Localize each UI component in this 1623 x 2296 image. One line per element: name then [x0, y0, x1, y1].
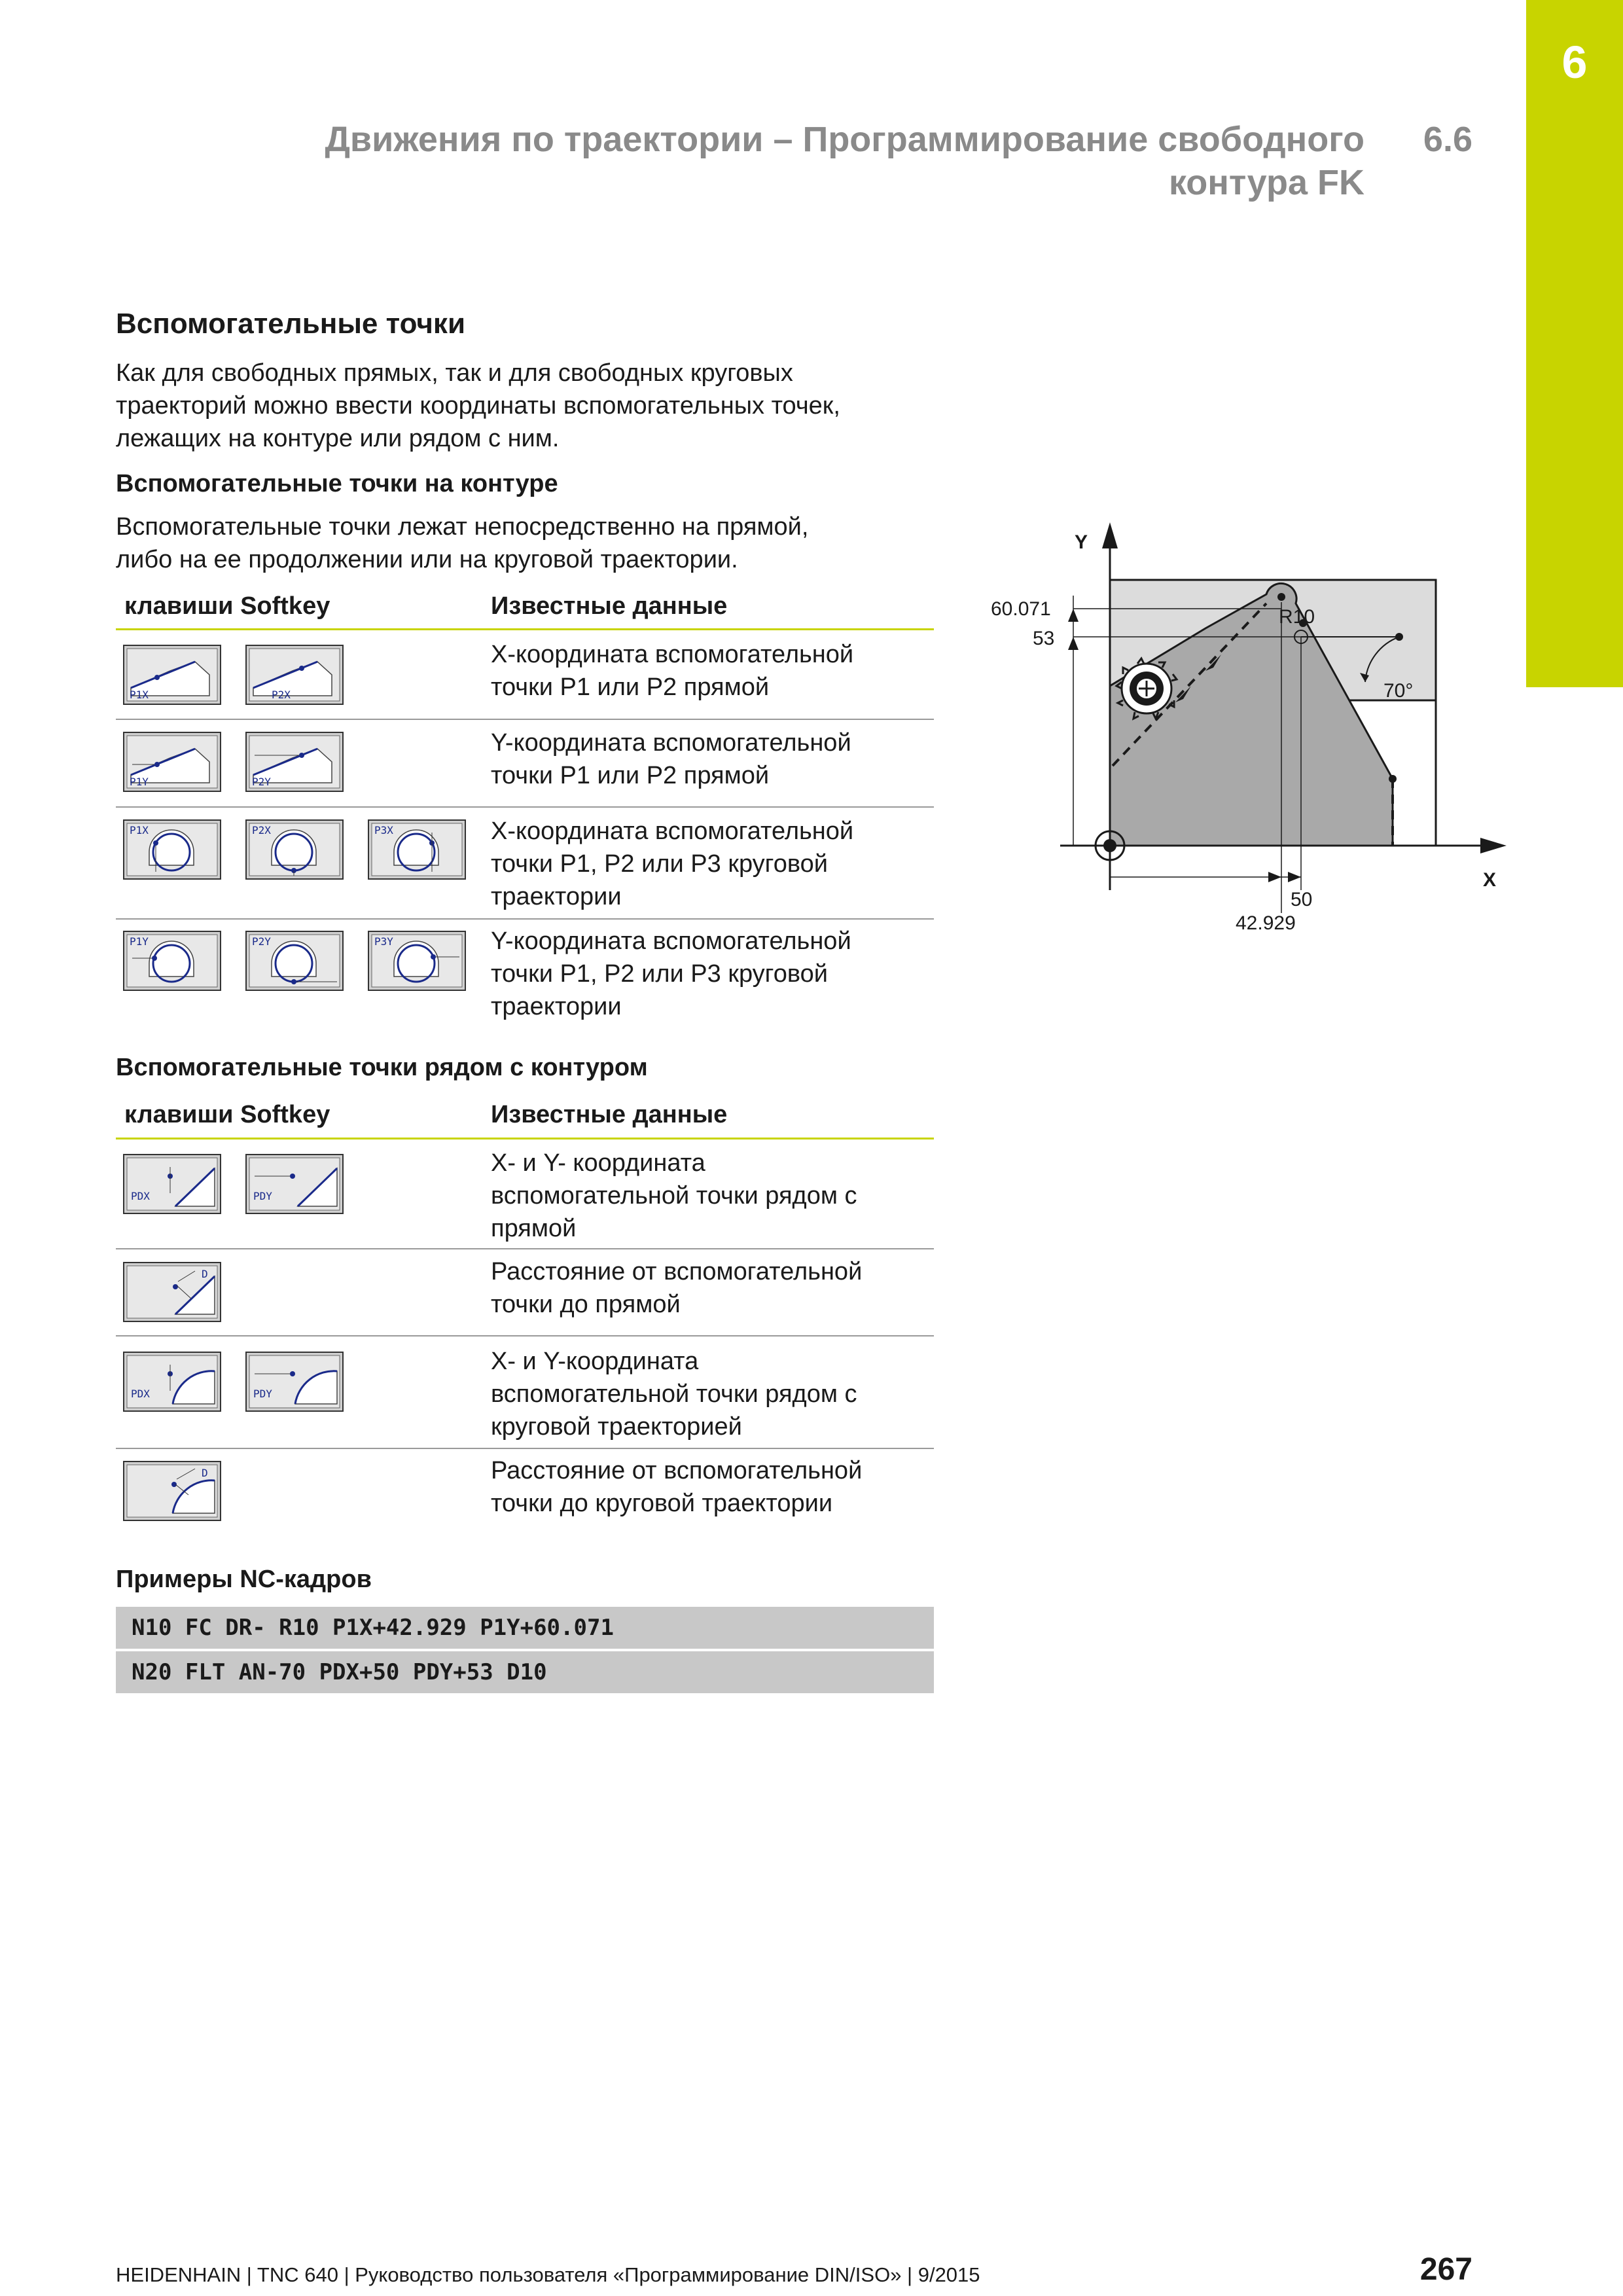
- table-row-rule: [116, 719, 934, 720]
- section-intro: [116, 357, 967, 455]
- table-header-rule: [116, 628, 934, 630]
- x-axis-arrow: [1480, 838, 1507, 853]
- table-row-text: [491, 1345, 936, 1443]
- nc-block-line: [116, 1651, 934, 1693]
- row-text-line: прямой: [491, 1215, 577, 1242]
- on-contour-desc: [116, 511, 967, 576]
- softkey-p2y-circle[interactable]: [245, 931, 344, 991]
- softkey-p1x-line[interactable]: [123, 645, 221, 705]
- softkey-label: P1X: [130, 824, 149, 836]
- softkey-label: P2X: [252, 824, 271, 836]
- helper-point: [1277, 593, 1285, 601]
- subsection-title-near-contour: Вспомогательные точки рядом с контуром: [116, 1054, 648, 1081]
- softkey-p2x-circle[interactable]: [245, 819, 344, 880]
- chapter-tab: [1526, 0, 1623, 687]
- examples-title: Примеры NC-кадров: [116, 1566, 372, 1593]
- softkey-label: PDY: [253, 1388, 272, 1400]
- table-header-softkeys: клавиши Softkey: [124, 1101, 330, 1128]
- row-text-line: Расстояние от вспомогательной: [491, 1258, 863, 1285]
- row-text-line: вспомогательной точки рядом с: [491, 1380, 857, 1408]
- table-row-text: [491, 1147, 936, 1245]
- softkey-label: P1X: [130, 689, 149, 701]
- table-row-rule: [116, 1448, 934, 1449]
- softkey-label: PDY: [253, 1190, 272, 1202]
- softkey-p2y-line[interactable]: [245, 732, 344, 792]
- nc-block-text: N20 FLT AN-70 PDX+50 PDY+53 D10: [132, 1659, 547, 1685]
- table-row-rule: [116, 918, 934, 920]
- softkey-label: P2Y: [252, 776, 271, 788]
- helper-point: [1389, 775, 1397, 783]
- row-text-line: точки P1, P2 или P3 круговой: [491, 850, 828, 878]
- chapter-number: 6: [1561, 37, 1588, 88]
- dim-label-50: 50: [1291, 889, 1313, 910]
- intro-line: лежащих на контуре или рядом с ним.: [116, 425, 560, 452]
- running-header-title: [170, 118, 1364, 204]
- row-text-line: траектории: [491, 993, 622, 1020]
- softkey-label: P1Y: [130, 776, 149, 788]
- table-row-text: [491, 726, 936, 792]
- y-axis-arrow: [1102, 522, 1118, 548]
- x-axis-label: X: [1483, 869, 1497, 891]
- desc-line: Вспомогательные точки лежат непосредственно на прямой,: [116, 513, 809, 541]
- fk-helper-points-diagram: [975, 511, 1525, 956]
- row-text-line: Y-координата вспомогательной: [491, 729, 851, 757]
- header-section-number: 6.6: [1423, 120, 1472, 159]
- table-header-softkeys: клавиши Softkey: [124, 592, 330, 620]
- softkey-label: D: [202, 1467, 208, 1479]
- softkey-p1x-circle[interactable]: [123, 819, 221, 880]
- table-row-rule: [116, 1335, 934, 1336]
- subsection-title-on-contour: Вспомогательные точки на контуре: [116, 470, 558, 497]
- softkey-label: P2X: [272, 689, 291, 701]
- nc-block-text: N10 FC DR- R10 P1X+42.929 P1Y+60.071: [132, 1615, 614, 1641]
- softkey-d-circle[interactable]: [123, 1461, 221, 1521]
- softkey-label: P3Y: [374, 935, 393, 948]
- table-row-rule: [116, 806, 934, 808]
- row-text-line: траектории: [491, 883, 622, 910]
- dim-arrow: [1068, 637, 1079, 650]
- row-text-line: X-координата вспомогательной: [491, 817, 854, 845]
- intro-line: траекторий можно ввести координаты вспомогательных точек,: [116, 392, 840, 420]
- dim-label-60-071: 60.071: [991, 598, 1051, 620]
- softkey-label: PDX: [131, 1190, 150, 1202]
- row-text-line: точки P1, P2 или P3 круговой: [491, 960, 828, 988]
- section-title: Вспомогательные точки: [116, 308, 465, 340]
- softkey-pdy-circle[interactable]: [245, 1352, 344, 1412]
- softkey-p1y-circle[interactable]: [123, 931, 221, 991]
- footer-text: HEIDENHAIN | TNC 640 | Руководство пользователя «Программирование DIN/ISO» | 9/2015: [116, 2263, 980, 2286]
- softkey-label: P2Y: [252, 935, 271, 948]
- row-text-line: круговой траекторией: [491, 1413, 742, 1441]
- table-row-text: [491, 1454, 936, 1520]
- softkey-pdx-circle[interactable]: [123, 1352, 221, 1412]
- row-text-line: Расстояние от вспомогательной: [491, 1457, 863, 1484]
- row-text-line: точки P1 или P2 прямой: [491, 673, 770, 701]
- table-header-rule: [116, 1138, 934, 1139]
- header-title-line2: контура FK: [1168, 163, 1364, 202]
- softkey-label: D: [202, 1268, 208, 1280]
- header-title-line1: Движения по траектории – Программирование свободного: [325, 120, 1364, 159]
- dim-arrow: [1288, 872, 1301, 882]
- table-header-known-data: Известные данные: [491, 592, 728, 620]
- table-row-text: [491, 1255, 936, 1321]
- row-text-line: X-координата вспомогательной: [491, 641, 854, 668]
- softkey-d-line[interactable]: [123, 1262, 221, 1322]
- dim-arrow: [1068, 609, 1079, 622]
- softkey-p1y-line[interactable]: [123, 732, 221, 792]
- softkey-p3y-circle[interactable]: [368, 931, 466, 991]
- table-row-text: [491, 925, 936, 1023]
- row-text-line: точки до круговой траектории: [491, 1490, 833, 1517]
- row-text-line: X- и Y- координата: [491, 1149, 705, 1177]
- y-axis-label: Y: [1075, 531, 1088, 553]
- page-number: 267: [1419, 2252, 1472, 2287]
- table-row-rule: [116, 1248, 934, 1249]
- row-text-line: Y-координата вспомогательной: [491, 927, 851, 955]
- softkey-label: PDX: [131, 1388, 150, 1400]
- softkey-label: P3X: [374, 824, 393, 836]
- softkey-pdx-line[interactable]: [123, 1154, 221, 1214]
- origin-dot: [1103, 839, 1116, 852]
- softkey-p3x-circle[interactable]: [368, 819, 466, 880]
- row-text-line: вспомогательной точки рядом с: [491, 1182, 857, 1210]
- row-text-line: точки P1 или P2 прямой: [491, 762, 770, 789]
- table-header-known-data: Известные данные: [491, 1101, 728, 1128]
- nc-block-line: [116, 1607, 934, 1649]
- dim-label-42-929: 42.929: [1236, 912, 1296, 934]
- softkey-p2x-line[interactable]: [245, 645, 344, 705]
- row-text-line: X- и Y-координата: [491, 1348, 699, 1375]
- desc-line: либо на ее продолжении или на круговой траектории.: [116, 546, 738, 573]
- softkey-label: P1Y: [130, 935, 149, 948]
- angle-label: 70°: [1383, 680, 1414, 702]
- softkey-pdy-line[interactable]: [245, 1154, 344, 1214]
- table-row-text: [491, 815, 936, 913]
- row-text-line: точки до прямой: [491, 1291, 681, 1318]
- dim-label-53: 53: [1033, 628, 1055, 649]
- intro-line: Как для свободных прямых, так и для свободных круговых: [116, 359, 793, 387]
- table-row-text: [491, 638, 936, 704]
- dim-arrow: [1268, 872, 1281, 882]
- radius-label: R10: [1279, 606, 1315, 628]
